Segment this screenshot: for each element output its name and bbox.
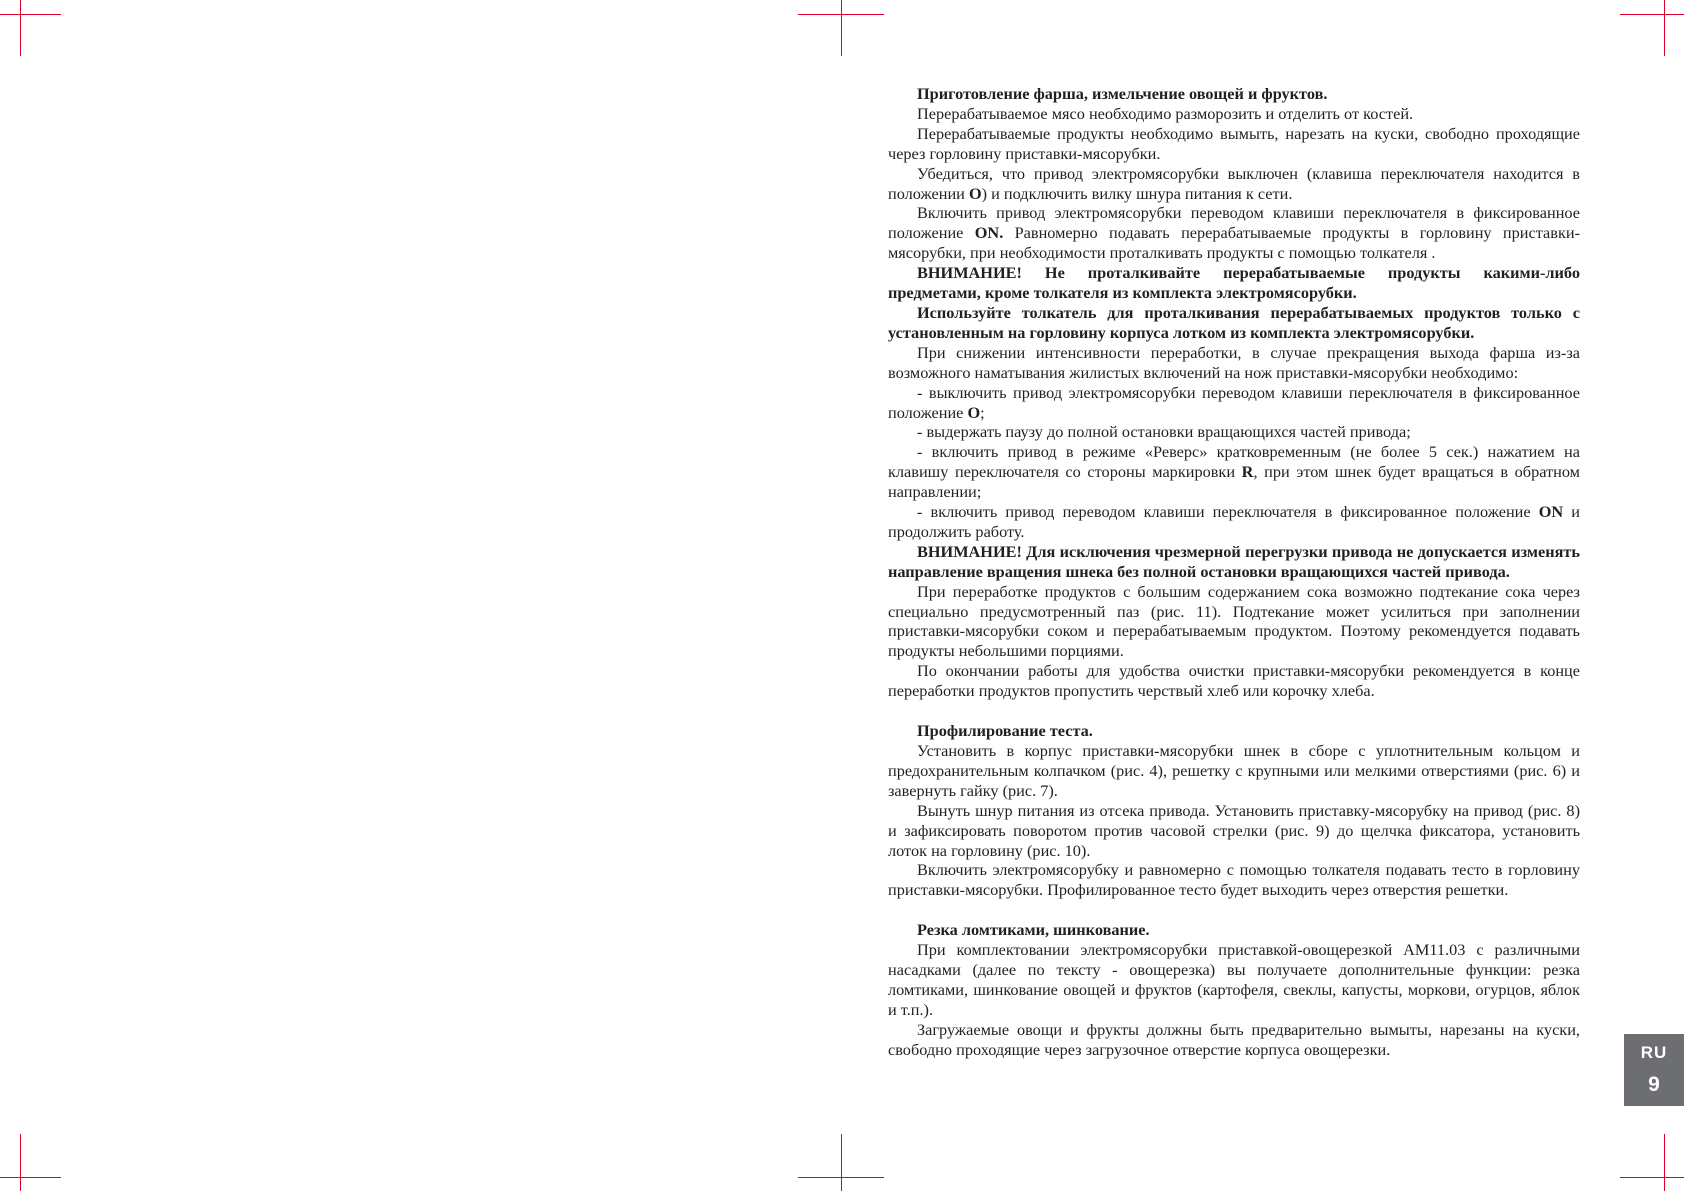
- text-run: - выдержать паузу до полной остановки вращающихся частей привода;: [917, 422, 1411, 442]
- text-run: Включить привод электромясорубки переводом клавиши переключателя в фиксированное положение: [888, 203, 1580, 243]
- text-run: - включить привод переводом клавиши переключателя в фиксированное положение: [917, 502, 1539, 522]
- crop-mark: [0, 14, 61, 15]
- language-label: RU: [1640, 1043, 1668, 1062]
- text-run: Установить в корпус приставки-мясорубки шнек в сборе с уплотнительным кольцом и предохранительным колпачком (рис. 4), решетку с крупными или мелкими отверстиями (рис. 6) и завернуть гайку (рис. 7).: [888, 741, 1580, 800]
- bold-run: R: [1241, 462, 1254, 482]
- crop-mark: [841, 0, 842, 56]
- body-paragraph: [888, 860, 1580, 900]
- bold-run: ON: [1538, 502, 1564, 522]
- crop-mark: [1664, 1134, 1665, 1191]
- text-run: ;: [980, 402, 985, 422]
- text-run: ) и подключить вилку шнура питания к сети.: [981, 183, 1293, 203]
- text-run: При переработке продуктов с большим содержанием сока возможно подтекание сока через специально предусмотренный паз (рис. 11). Подтекание может усилиться при заполнении приставки-мясорубки соком и перерабатываемым продуктом. Поэтому рекомендуется подавать продукты небольшими порциями.: [888, 581, 1580, 661]
- text-run: - включить привод в режиме «Реверс» кратковременным (не более 5 сек.) нажатием на клавишу переключателя со стороны маркировки: [888, 442, 1580, 482]
- text-run: Загружаемые овощи и фрукты должны быть предварительно вымыты, нарезаны на куски, свободно проходящие через загрузочное отверстие корпуса овощерезки.: [888, 1019, 1580, 1059]
- warning-paragraph: [888, 263, 1580, 303]
- text-run: При комплектовании электромясорубки приставкой-овощерезкой АМ11.03 с различными насадками (далее по тексту - овощерезка) вы получаете дополнительные функции: резка ломтиками, шинкование овощей и фруктов (картофеля, свеклы, капусты, моркови, огурцов, яблок и т.п.).: [888, 940, 1580, 1019]
- text-run: и продолжить работу.: [888, 502, 1580, 541]
- body-paragraph: [888, 582, 1580, 662]
- body-paragraph: [888, 1020, 1580, 1060]
- body-paragraph: [888, 203, 1580, 263]
- crop-mark: [0, 1177, 61, 1178]
- text-run: - выключить привод электромясорубки переводом клавиши переключателя в фиксированное положение: [888, 382, 1580, 422]
- section-heading: Профилирование теста.: [917, 721, 1093, 741]
- body-paragraph: [888, 502, 1580, 542]
- body-paragraph: [888, 164, 1580, 204]
- text-run: ВНИМАНИЕ! Для исключения чрезмерной перегрузки привода не допускается изменять направление вращения шнека без полной остановки вращающихся частей привода.: [888, 541, 1580, 581]
- crop-mark: [1620, 1177, 1684, 1178]
- bold-run: ON.: [974, 223, 1004, 243]
- body-paragraph: [888, 124, 1580, 164]
- body-paragraph: [888, 661, 1580, 701]
- body-paragraph: [888, 104, 1580, 124]
- text-run: По окончании работы для удобства очистки приставки-мясорубки рекомендуется в конце переработки продуктов пропустить черствый хлеб или корочку хлеба.: [888, 661, 1580, 701]
- body-paragraph: [888, 442, 1580, 502]
- warning-paragraph: [888, 303, 1580, 343]
- text-run: ВНИМАНИЕ! Не проталкивайте перерабатываемые продукты какими-либо предметами, кроме толкателя из комплекта электромясорубки.: [888, 263, 1580, 303]
- page-tab: [1624, 1034, 1684, 1106]
- text-run: Убедиться, что привод электромясорубки выключен (клавиша переключателя находится в положении: [888, 163, 1580, 203]
- text-run: При снижении интенсивности переработки, в случае прекращения выхода фарша из-за возможного наматывания жилистых включений на нож приставки-мясорубки необходимо:: [888, 342, 1580, 382]
- section-heading: Резка ломтиками, шинкование.: [917, 920, 1150, 940]
- body-paragraph: [888, 741, 1580, 801]
- body-paragraph: [888, 343, 1580, 383]
- text-run: Перерабатываемые продукты необходимо вымыть, нарезать на куски, свободно проходящие через горловину приставки-мясорубки.: [888, 123, 1580, 163]
- page-number: 9: [1648, 1073, 1660, 1096]
- bold-run: O: [968, 183, 982, 203]
- crop-mark: [1664, 0, 1665, 56]
- text-run: , при этом шнек будет вращаться в обратном направлении;: [888, 462, 1580, 502]
- text-run: Включить электромясорубку и равномерно с помощью толкателя подавать тесто в горловину приставки-мясорубки. Профилированное тесто будет выходить через отверстия решетки.: [888, 860, 1580, 900]
- text-run: Равномерно подавать перерабатываемые продукты в горловину приставки-мясорубки, при необходимости проталкивать продукты с помощью толкателя .: [888, 223, 1580, 263]
- body-paragraph: [888, 801, 1580, 861]
- text-run: Вынуть шнур питания из отсека привода. Установить приставку-мясорубку на привод (рис. 8) и зафиксировать поворотом против часовой стрелки (рис. 9) до щелчка фиксатора, установить лоток на горловину (рис. 10).: [888, 800, 1580, 860]
- section-heading: Приготовление фарша, измельчение овощей и фруктов.: [917, 84, 1328, 103]
- body-paragraph: [888, 940, 1580, 1020]
- bold-run: O: [967, 402, 981, 422]
- crop-mark: [1620, 14, 1684, 15]
- body-paragraph: [888, 422, 1580, 442]
- manual-text-column: [888, 84, 1580, 1060]
- text-run: Перерабатываемое мясо необходимо разморозить и отделить от костей.: [917, 103, 1414, 123]
- crop-mark: [20, 1134, 21, 1191]
- crop-mark: [841, 1134, 842, 1191]
- crop-mark: [20, 0, 21, 56]
- body-paragraph: [888, 383, 1580, 423]
- warning-paragraph: [888, 542, 1580, 582]
- text-run: Используйте толкатель для проталкивания перерабатываемых продуктов только с установленным на горловину корпуса лотком из комплекта электромясорубки.: [888, 302, 1580, 342]
